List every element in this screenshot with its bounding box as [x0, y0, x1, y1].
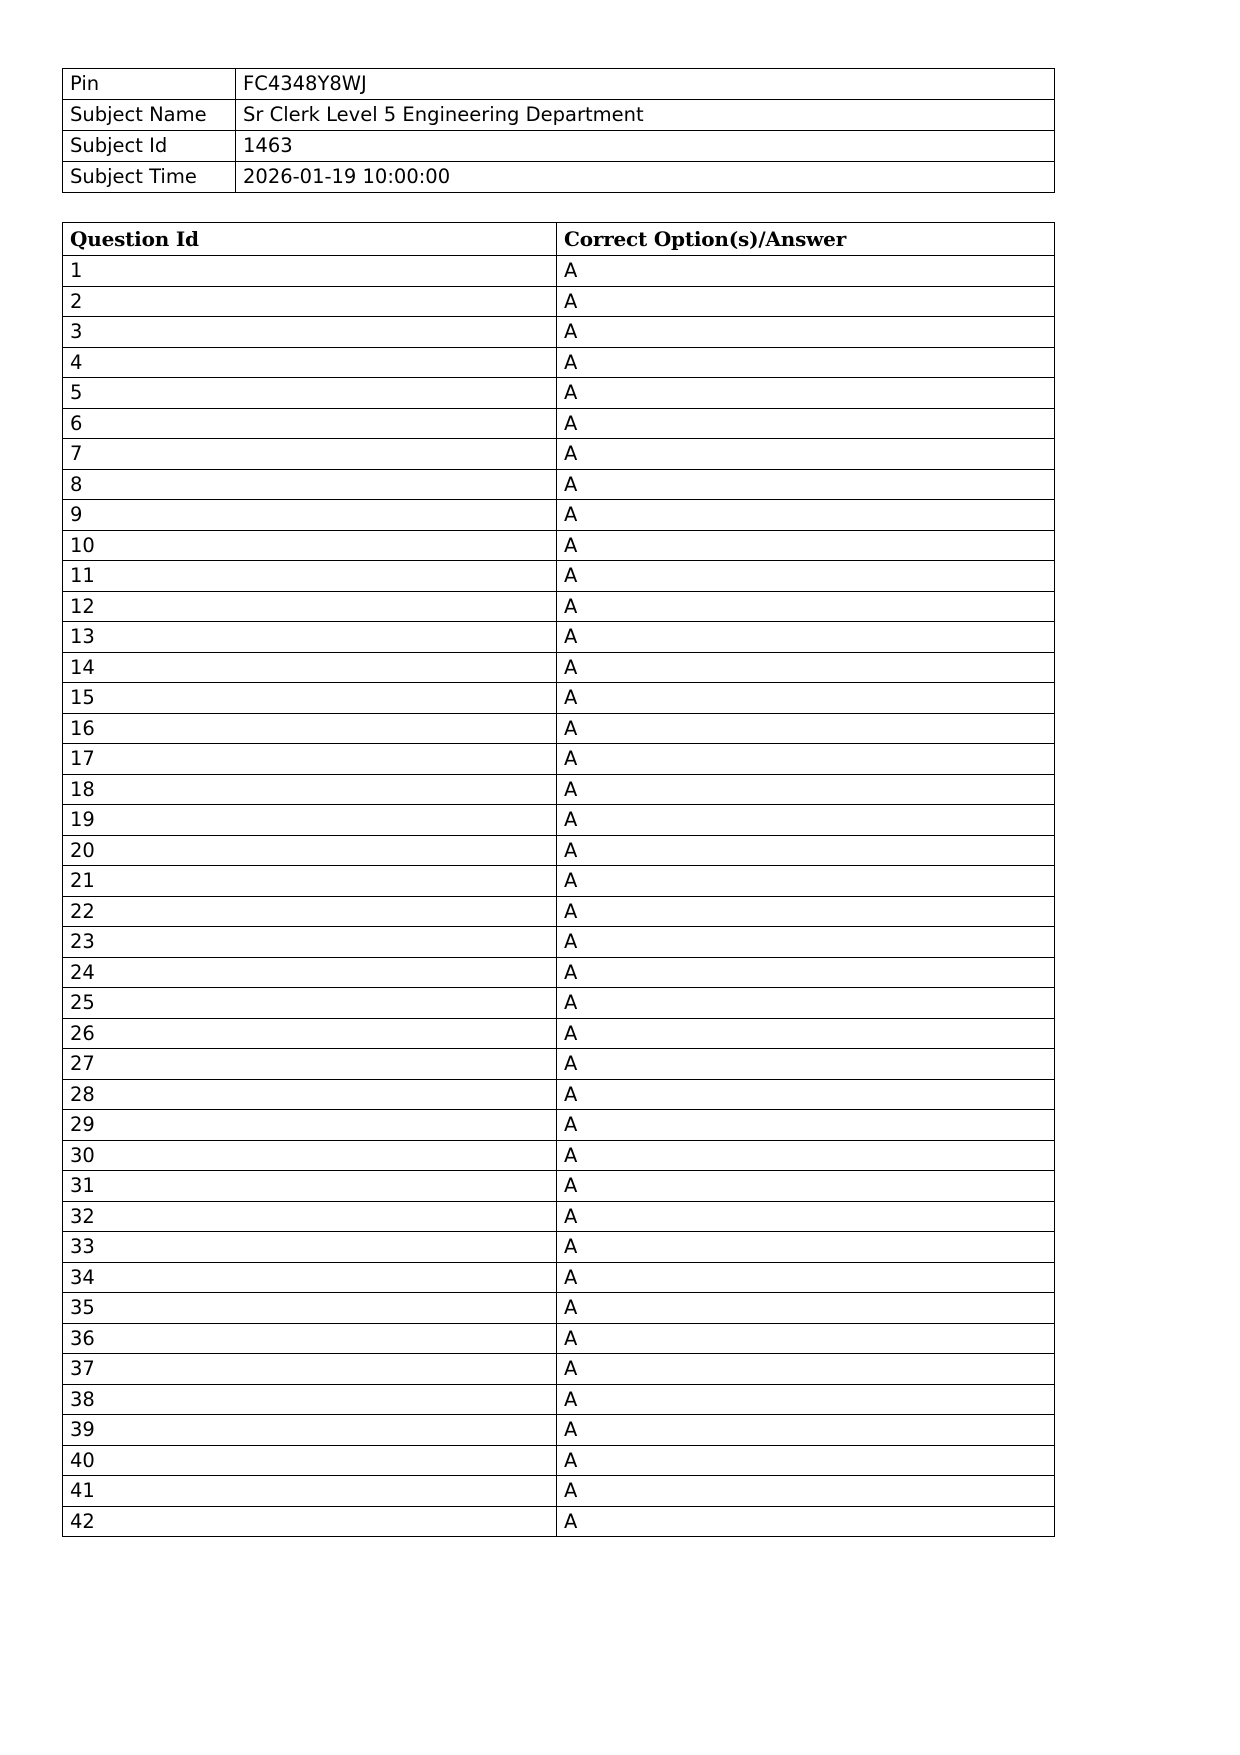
table-row [63, 591, 1055, 622]
metadata-row [63, 131, 1055, 162]
cell-correct-answer: A [557, 1049, 1055, 1080]
cell-correct-answer: A [557, 713, 1055, 744]
cell-correct-answer: A [557, 1506, 1055, 1537]
table-row [63, 652, 1055, 683]
cell-question-id: 25 [63, 988, 557, 1019]
cell-question-id: 6 [63, 408, 557, 439]
table-row [63, 469, 1055, 500]
table-row [63, 1079, 1055, 1110]
table-row [63, 439, 1055, 470]
table-row [63, 408, 1055, 439]
cell-correct-answer: A [557, 1293, 1055, 1324]
metadata-row [63, 100, 1055, 131]
cell-question-id: 40 [63, 1445, 557, 1476]
cell-correct-answer: A [557, 1201, 1055, 1232]
metadata-label: Pin [63, 69, 236, 100]
cell-correct-answer: A [557, 1232, 1055, 1263]
table-row [63, 347, 1055, 378]
cell-question-id: 14 [63, 652, 557, 683]
table-row [63, 957, 1055, 988]
cell-question-id: 4 [63, 347, 557, 378]
table-row [63, 500, 1055, 531]
answer-key-table [62, 222, 1055, 1537]
cell-question-id: 32 [63, 1201, 557, 1232]
column-header-question-id: Question Id [63, 223, 557, 256]
metadata-value: Sr Clerk Level 5 Engineering Department [236, 100, 1055, 131]
exam-metadata-body [63, 69, 1055, 193]
cell-question-id: 3 [63, 317, 557, 348]
cell-question-id: 39 [63, 1415, 557, 1446]
table-row [63, 988, 1055, 1019]
table-row [63, 530, 1055, 561]
cell-question-id: 29 [63, 1110, 557, 1141]
cell-correct-answer: A [557, 439, 1055, 470]
table-row [63, 1201, 1055, 1232]
table-row [63, 744, 1055, 775]
metadata-label: Subject Time [63, 162, 236, 193]
cell-correct-answer: A [557, 1415, 1055, 1446]
table-row [63, 713, 1055, 744]
metadata-value: 2026-01-19 10:00:00 [236, 162, 1055, 193]
cell-question-id: 1 [63, 256, 557, 287]
cell-question-id: 5 [63, 378, 557, 409]
cell-correct-answer: A [557, 1262, 1055, 1293]
table-row [63, 317, 1055, 348]
cell-correct-answer: A [557, 561, 1055, 592]
cell-correct-answer: A [557, 1018, 1055, 1049]
cell-question-id: 27 [63, 1049, 557, 1080]
cell-correct-answer: A [557, 378, 1055, 409]
table-row [63, 1323, 1055, 1354]
cell-correct-answer: A [557, 317, 1055, 348]
cell-correct-answer: A [557, 683, 1055, 714]
cell-question-id: 35 [63, 1293, 557, 1324]
cell-question-id: 28 [63, 1079, 557, 1110]
cell-question-id: 23 [63, 927, 557, 958]
cell-correct-answer: A [557, 1354, 1055, 1385]
answer-key-table-head [63, 223, 1055, 256]
table-row [63, 1262, 1055, 1293]
table-row [63, 835, 1055, 866]
cell-question-id: 13 [63, 622, 557, 653]
cell-question-id: 10 [63, 530, 557, 561]
metadata-row [63, 162, 1055, 193]
table-row [63, 561, 1055, 592]
cell-question-id: 21 [63, 866, 557, 897]
cell-correct-answer: A [557, 500, 1055, 531]
exam-metadata-table [62, 68, 1055, 193]
metadata-row [63, 69, 1055, 100]
answer-key-header-row [63, 223, 1055, 256]
cell-question-id: 19 [63, 805, 557, 836]
metadata-value: FC4348Y8WJ [236, 69, 1055, 100]
cell-question-id: 7 [63, 439, 557, 470]
cell-question-id: 11 [63, 561, 557, 592]
cell-question-id: 34 [63, 1262, 557, 1293]
cell-question-id: 38 [63, 1384, 557, 1415]
cell-question-id: 15 [63, 683, 557, 714]
cell-question-id: 12 [63, 591, 557, 622]
cell-correct-answer: A [557, 744, 1055, 775]
table-row [63, 1445, 1055, 1476]
table-row [63, 927, 1055, 958]
cell-correct-answer: A [557, 591, 1055, 622]
cell-question-id: 41 [63, 1476, 557, 1507]
answer-key-table-body [63, 256, 1055, 1537]
cell-question-id: 31 [63, 1171, 557, 1202]
cell-question-id: 2 [63, 286, 557, 317]
cell-correct-answer: A [557, 774, 1055, 805]
table-row [63, 378, 1055, 409]
table-row [63, 1140, 1055, 1171]
table-row [63, 774, 1055, 805]
cell-question-id: 42 [63, 1506, 557, 1537]
table-row [63, 1232, 1055, 1263]
table-row [63, 805, 1055, 836]
table-row [63, 1018, 1055, 1049]
cell-question-id: 37 [63, 1354, 557, 1385]
cell-question-id: 16 [63, 713, 557, 744]
cell-correct-answer: A [557, 408, 1055, 439]
table-row [63, 1171, 1055, 1202]
column-header-correct-answer: Correct Option(s)/Answer [557, 223, 1055, 256]
cell-correct-answer: A [557, 1140, 1055, 1171]
cell-question-id: 33 [63, 1232, 557, 1263]
metadata-label: Subject Name [63, 100, 236, 131]
cell-correct-answer: A [557, 805, 1055, 836]
metadata-label: Subject Id [63, 131, 236, 162]
cell-correct-answer: A [557, 927, 1055, 958]
cell-correct-answer: A [557, 1171, 1055, 1202]
cell-correct-answer: A [557, 957, 1055, 988]
cell-correct-answer: A [557, 256, 1055, 287]
cell-correct-answer: A [557, 622, 1055, 653]
cell-correct-answer: A [557, 530, 1055, 561]
cell-question-id: 22 [63, 896, 557, 927]
cell-correct-answer: A [557, 866, 1055, 897]
table-row [63, 1354, 1055, 1385]
table-row [63, 1506, 1055, 1537]
cell-question-id: 30 [63, 1140, 557, 1171]
cell-question-id: 24 [63, 957, 557, 988]
cell-correct-answer: A [557, 1079, 1055, 1110]
metadata-value: 1463 [236, 131, 1055, 162]
table-row [63, 1110, 1055, 1141]
table-row [63, 1384, 1055, 1415]
cell-correct-answer: A [557, 347, 1055, 378]
cell-correct-answer: A [557, 286, 1055, 317]
cell-question-id: 36 [63, 1323, 557, 1354]
table-row [63, 1049, 1055, 1080]
table-row [63, 683, 1055, 714]
table-row [63, 866, 1055, 897]
cell-correct-answer: A [557, 1323, 1055, 1354]
cell-question-id: 26 [63, 1018, 557, 1049]
table-row [63, 256, 1055, 287]
cell-correct-answer: A [557, 652, 1055, 683]
table-row [63, 896, 1055, 927]
table-row [63, 286, 1055, 317]
cell-correct-answer: A [557, 1476, 1055, 1507]
cell-question-id: 18 [63, 774, 557, 805]
cell-correct-answer: A [557, 835, 1055, 866]
cell-correct-answer: A [557, 1110, 1055, 1141]
cell-question-id: 17 [63, 744, 557, 775]
table-row [63, 1415, 1055, 1446]
table-row [63, 622, 1055, 653]
cell-correct-answer: A [557, 469, 1055, 500]
cell-correct-answer: A [557, 988, 1055, 1019]
cell-question-id: 20 [63, 835, 557, 866]
cell-question-id: 8 [63, 469, 557, 500]
cell-correct-answer: A [557, 896, 1055, 927]
cell-question-id: 9 [63, 500, 557, 531]
cell-correct-answer: A [557, 1384, 1055, 1415]
cell-correct-answer: A [557, 1445, 1055, 1476]
table-row [63, 1476, 1055, 1507]
table-row [63, 1293, 1055, 1324]
